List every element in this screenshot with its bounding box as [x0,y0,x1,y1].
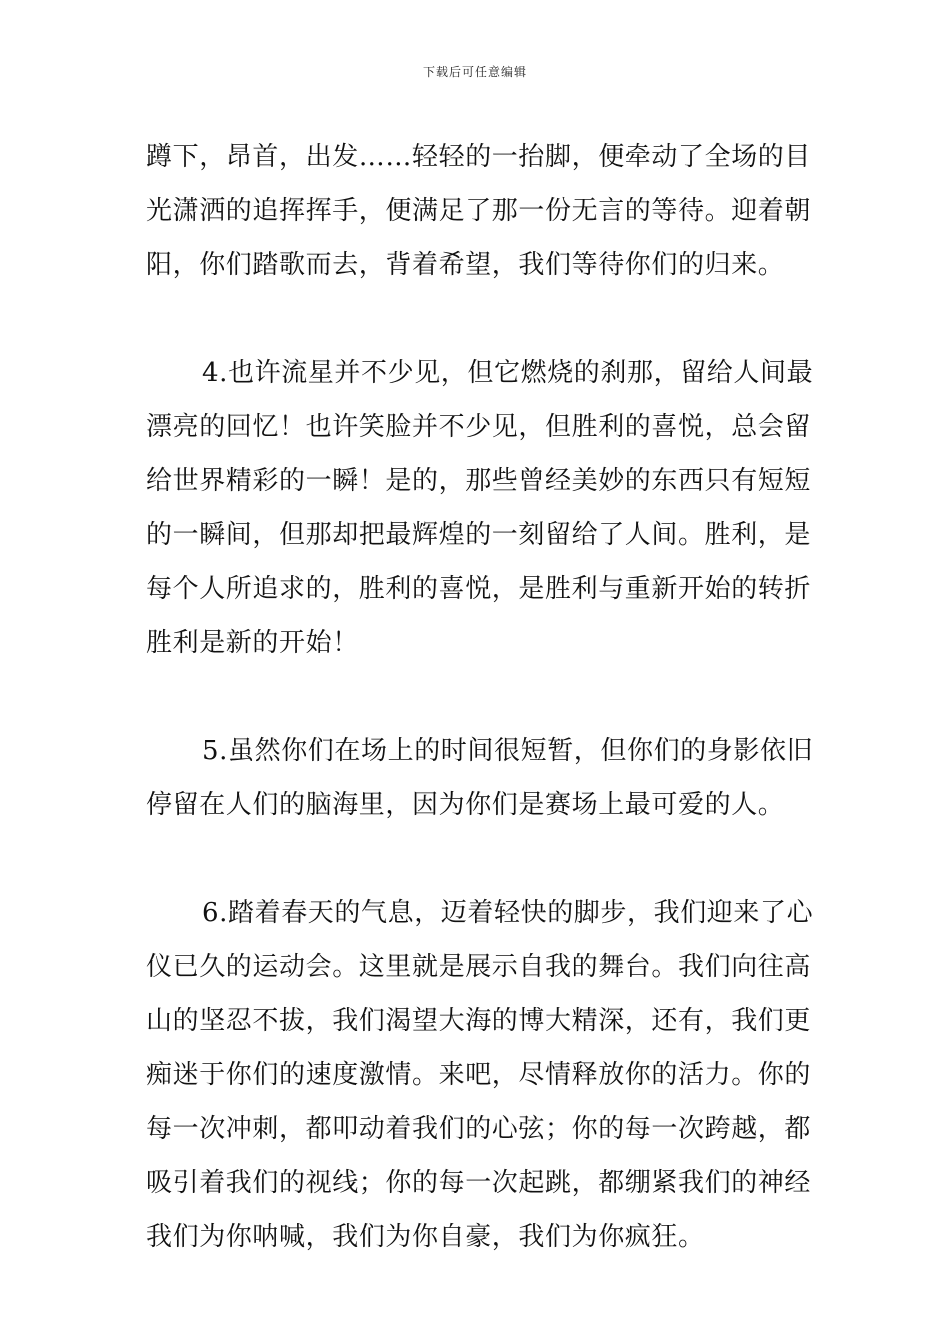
paragraph-gap [146,670,810,724]
paragraph-gap [146,292,810,346]
document-body [146,130,814,1264]
paragraph-gap [146,832,810,886]
text-line: 蹲下，昂首，出发……轻轻的一抬脚，便牵动了全场的目 [146,142,812,172]
paragraph-5 [146,724,814,832]
page-header: 下载后可任意编辑 [422,65,527,79]
text-line: 6.踏着春天的气息，迈着轻快的脚步，我们迎来了心 [202,898,814,928]
paragraph-1 [146,130,810,292]
text-line: 吸引着我们的视线；你的每一次起跳，都绷紧我们的神经 [146,1168,812,1198]
text-line: 5.虽然你们在场上的时间很短暂，但你们的身影依旧 [202,736,814,766]
text-line: 的一瞬间，但那却把最辉煌的一刻留给了人间。胜利，是 [146,520,812,550]
text-line: 给世界精彩的一瞬！是的，那些曾经美妙的东西只有短短 [146,466,812,496]
paragraph-4 [146,346,814,670]
text-line: 胜利是新的开始！ [146,628,359,658]
text-line: 每一次冲刺，都叩动着我们的心弦；你的每一次跨越，都 [146,1114,812,1144]
text-line: 每个人所追求的，胜利的喜悦，是胜利与重新开始的转折 [146,574,812,604]
text-line: 停留在人们的脑海里，因为你们是赛场上最可爱的人。 [146,790,785,820]
text-line: 光潇洒的追挥挥手，便满足了那一份无言的等待。迎着朝 [146,196,812,226]
text-line: 漂亮的回忆！也许笑脸并不少见，但胜利的喜悦，总会留 [146,412,812,442]
text-line: 仪已久的运动会。这里就是展示自我的舞台。我们向往高 [146,952,812,982]
text-line: 痴迷于你们的速度激情。来吧，尽情释放你的活力。你的 [146,1060,812,1090]
paragraph-6 [146,886,814,1264]
text-line: 4.也许流星并不少见，但它燃烧的刹那，留给人间最 [202,358,814,388]
text-line: 我们为你呐喊，我们为你自豪，我们为你疯狂。 [146,1222,705,1252]
text-line: 阳，你们踏歌而去，背着希望，我们等待你们的归来。 [146,250,785,280]
text-line: 山的坚忍不拔，我们渴望大海的博大精深，还有，我们更 [146,1006,812,1036]
